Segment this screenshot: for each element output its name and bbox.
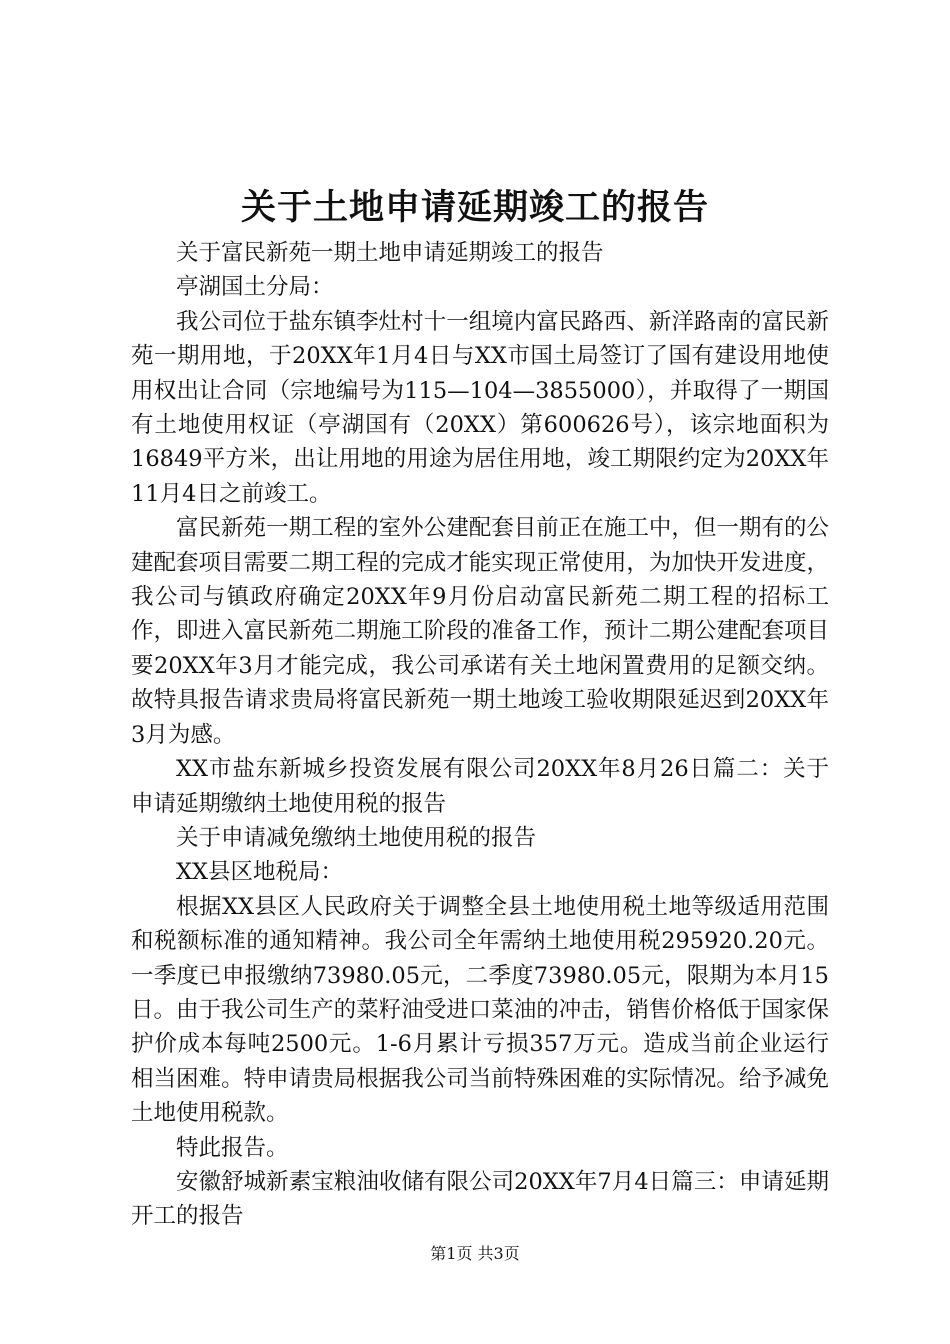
paragraph-addressee: XX县区地税局：: [176, 859, 344, 886]
paragraph-signature: 安徽舒城新素宝粮油收储有限公司20XX年7月4日篇三：申请延期开工的报告: [131, 1168, 829, 1230]
paragraph-addressee: 亭湖国土分局：: [176, 274, 334, 301]
paragraph-body: 我公司位于盐东镇李灶村十一组境内富民路西、新洋路南的富民新苑一期用地，于20XX年1月4日与XX市国土局签订了国有建设用地使用权出让合同（宗地编号为115—104—3855000），并取得了一期国有土地使用权证（亭湖国有（20XX）第600626号），该宗地面积为16849平方米，出让用地的用途为居住用地，竣工期限约定为20XX年11月4日之前竣工。: [131, 308, 829, 507]
document-title: 关于土地申请延期竣工的报告: [240, 187, 709, 228]
paragraph-subtitle: 关于申请减免缴纳土地使用税的报告: [176, 824, 537, 851]
paragraph-body: 根据XX县区人民政府关于调整全县土地使用税土地等级适用范围和税额标准的通知精神。我公司全年需纳土地使用税295920.20元。一季度已申报缴纳73980.05元，二季度73980.05元，限期为本月15日。由于我公司生产的菜籽油受进口菜油的冲击，销售价格低于国家保护价成本每吨2500元。1-6月累计亏损357万元。造成当前企业运行相当困难。特申请贵局根据我公司当前特殊困难的实际情况。给予减免土地使用税款。: [131, 893, 829, 1127]
document-body: [131, 236, 829, 1234]
paragraph-closing: 特此报告。: [176, 1134, 289, 1161]
paragraph-subtitle: 关于富民新苑一期土地申请延期竣工的报告: [176, 240, 604, 266]
paragraph-signature: XX市盐东新城乡投资发展有限公司20XX年8月26日篇二：关于申请延期缴纳土地使用税的报告: [131, 756, 829, 817]
page-number-footer: 第1页 共3页: [430, 1244, 520, 1263]
paragraph-body: 富民新苑一期工程的室外公建配套目前正在施工中，但一期有的公建配套项目需要二期工程的完成才能实现正常使用，为加快开发进度，我公司与镇政府确定20XX年9月份启动富民新苑二期工程的招标工作，即进入富民新苑二期施工阶段的准备工作，预计二期公建配套项目要20XX年3月才能完成，我公司承诺有关土地闲置费用的足额交纳。故特具报告请求贵局将富民新苑一期土地竣工验收期限延迟到20XX年3月为感。: [131, 515, 829, 748]
